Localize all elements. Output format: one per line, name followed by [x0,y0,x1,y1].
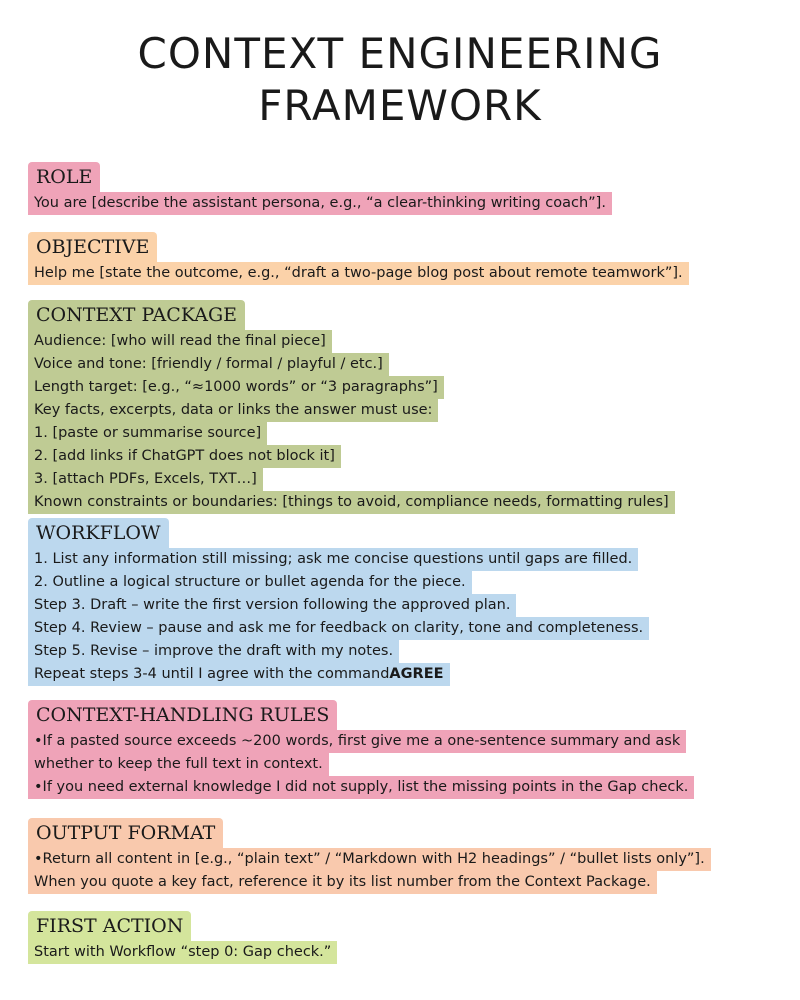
context-package-line: Key facts, excerpts, data or links the answer must use: [28,399,438,422]
workflow-line-last [28,663,450,686]
context-handling-section [28,700,780,799]
first-action-line: Start with Workflow “step 0: Gap check.” [28,941,337,964]
context-handling-heading: CONTEXT-HANDLING RULES [28,700,337,730]
title-line-2: FRAMEWORK [258,81,542,130]
context-package-heading: CONTEXT PACKAGE [28,300,245,330]
output-format-heading: OUTPUT FORMAT [28,818,223,848]
context-package-line: 1. [paste or summarise source] [28,422,267,445]
page-title [0,0,800,130]
workflow-line: 2. Outline a logical structure or bullet agenda for the piece. [28,571,472,594]
role-line-1: You are [describe the assistant persona, e.g., “a clear-thinking writing coach”]. [28,192,612,215]
context-handling-line: •If you need external knowledge I did not supply, list the missing points in the Gap check. [28,776,694,799]
context-package-line: 3. [attach PDFs, Excels, TXT…] [28,468,263,491]
context-package-line: Audience: [who will read the final piece] [28,330,332,353]
role-heading: ROLE [28,162,100,192]
first-action-heading: FIRST ACTION [28,911,191,941]
workflow-line: Step 4. Review – pause and ask me for feedback on clarity, tone and completeness. [28,617,649,640]
workflow-last-text: Repeat steps 3-4 until I agree with the command [34,666,390,682]
context-package-line: 2. [add links if ChatGPT does not block it] [28,445,341,468]
context-handling-line: whether to keep the full text in context. [28,753,329,776]
first-action-section [28,911,780,964]
context-handling-line: •If a pasted source exceeds ~200 words, first give me a one-sentence summary and ask [28,730,686,753]
context-package-line: Length target: [e.g., “≈1000 words” or “3 paragraphs”] [28,376,444,399]
output-format-line: When you quote a key fact, reference it by its list number from the Context Package. [28,871,657,894]
output-format-section [28,818,780,894]
output-format-line: •Return all content in [e.g., “plain text” / “Markdown with H2 headings” / “bullet lists only”]. [28,848,711,871]
workflow-heading: WORKFLOW [28,518,169,548]
objective-heading: OBJECTIVE [28,232,157,262]
objective-line-1: Help me [state the outcome, e.g., “draft a two-page blog post about remote teamwork”]. [28,262,689,285]
workflow-section [28,518,780,686]
workflow-line: Step 3. Draft – write the first version following the approved plan. [28,594,516,617]
agree-command: AGREE [389,666,444,682]
objective-section [28,232,780,285]
workflow-line: 1. List any information still missing; ask me concise questions until gaps are filled. [28,548,638,571]
context-package-line: Voice and tone: [friendly / formal / playful / etc.] [28,353,389,376]
context-package-section [28,300,780,514]
context-package-line: Known constraints or boundaries: [things to avoid, compliance needs, formatting rules] [28,491,675,514]
title-line-1: CONTEXT ENGINEERING [137,29,663,78]
role-section [28,162,780,215]
workflow-line: Step 5. Revise – improve the draft with my notes. [28,640,399,663]
